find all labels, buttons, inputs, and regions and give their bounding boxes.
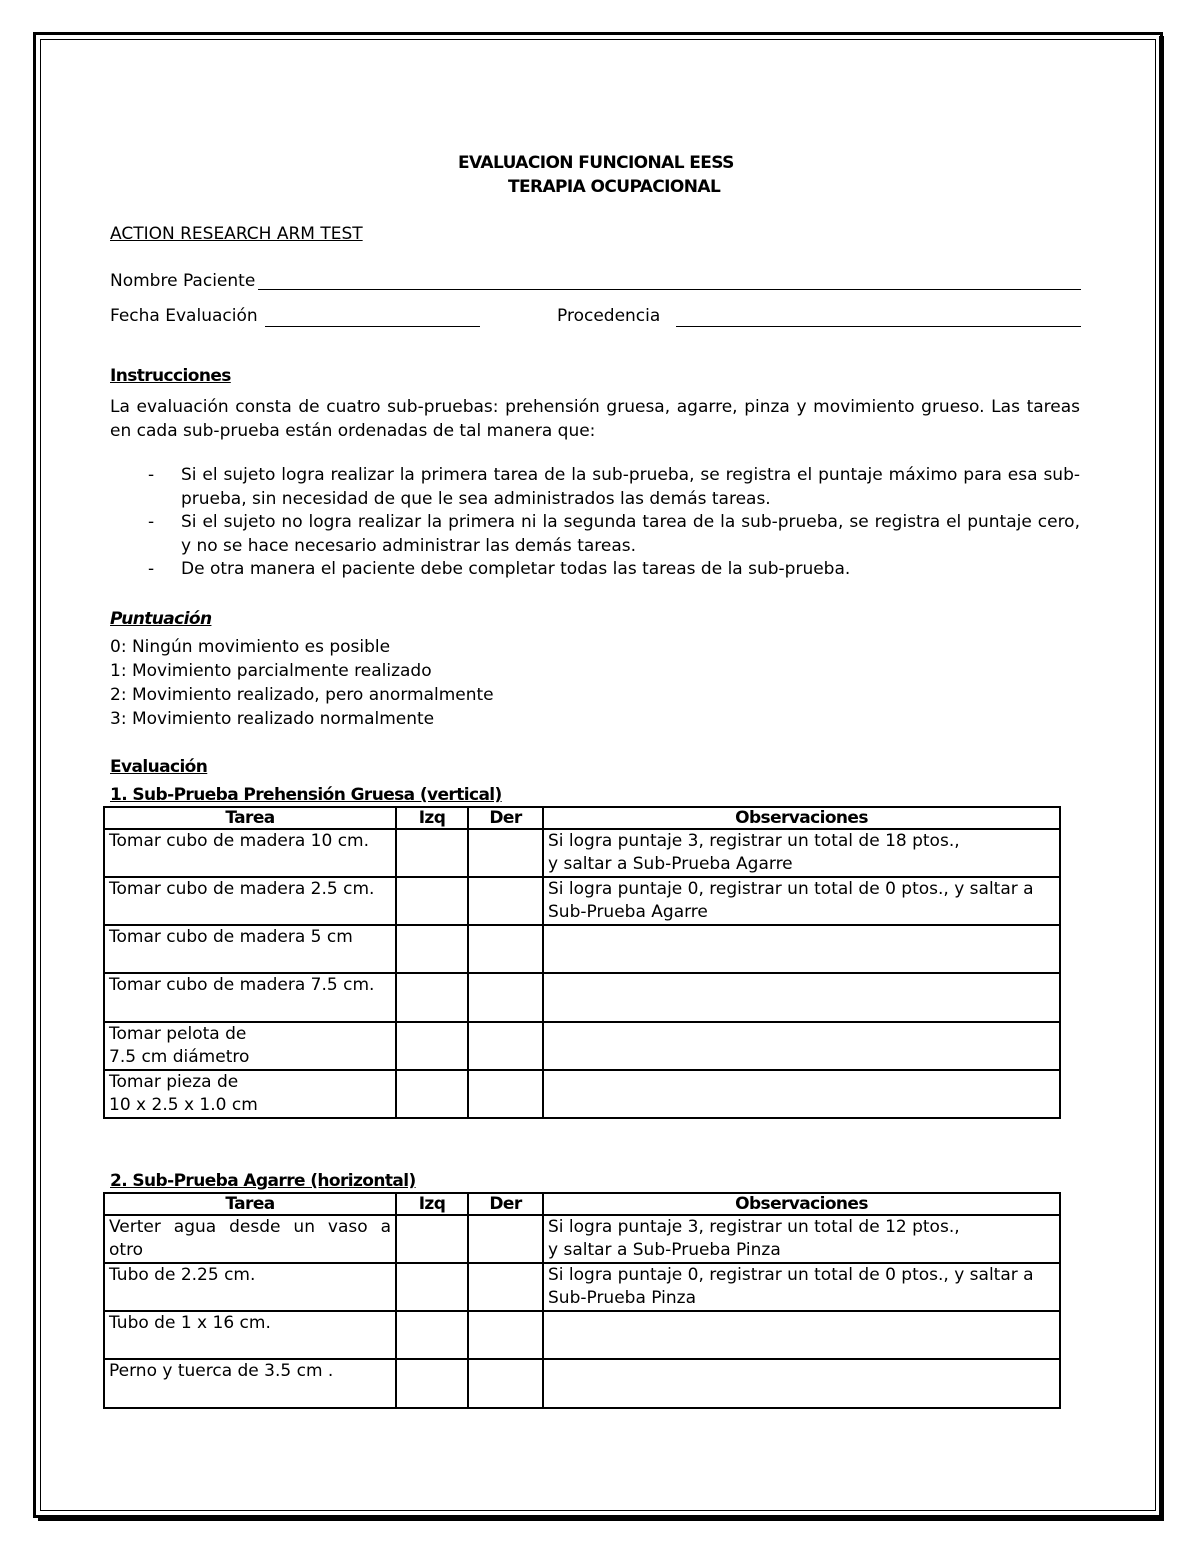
date-label: Fecha Evaluación	[110, 306, 258, 326]
subtest-2-title: 2. Sub-Prueba Agarre (horizontal)	[110, 1171, 416, 1191]
task-cell: Tomar cubo de madera 2.5 cm.	[104, 877, 396, 925]
score-left-cell[interactable]	[396, 925, 468, 973]
notes-cell[interactable]	[543, 1359, 1060, 1408]
score-right-cell[interactable]	[468, 877, 543, 925]
task-cell: Tomar cubo de madera 10 cm.	[104, 829, 396, 877]
task-cell: Tomar cubo de madera 5 cm	[104, 925, 396, 973]
patient-name-field[interactable]	[258, 289, 1081, 290]
scoring-heading: Puntuación	[110, 609, 212, 629]
task-cell: Tomar pelota de 7.5 cm diámetro	[104, 1022, 396, 1070]
subtest-1-title: 1. Sub-Prueba Prehensión Gruesa (vertical)	[110, 785, 502, 805]
table-row	[104, 925, 1060, 973]
task-cell: Verter agua desde un vaso a otro	[104, 1215, 396, 1263]
score-left-cell[interactable]	[396, 1359, 468, 1408]
score-right-cell[interactable]	[468, 1022, 543, 1070]
notes-cell[interactable]	[543, 1311, 1060, 1359]
table-row	[104, 1022, 1060, 1070]
column-header-left: Izq	[396, 807, 468, 829]
scoring-item: 1: Movimiento parcialmente realizado	[110, 661, 432, 681]
task-cell: Perno y tuerca de 3.5 cm .	[104, 1359, 396, 1408]
score-left-cell[interactable]	[396, 829, 468, 877]
subtest-2-table	[103, 1192, 1061, 1409]
evaluation-heading: Evaluación	[110, 757, 208, 777]
column-header-task: Tarea	[104, 1193, 396, 1215]
score-right-cell[interactable]	[468, 1311, 543, 1359]
date-field[interactable]	[265, 326, 480, 327]
table-row	[104, 1263, 1060, 1311]
document-title: EVALUACION FUNCIONAL EESS	[458, 153, 734, 173]
score-right-cell[interactable]	[468, 1359, 543, 1408]
score-left-cell[interactable]	[396, 1070, 468, 1118]
table-row	[104, 1215, 1060, 1263]
table-row	[104, 1070, 1060, 1118]
column-header-task: Tarea	[104, 807, 396, 829]
column-header-left: Izq	[396, 1193, 468, 1215]
score-left-cell[interactable]	[396, 1263, 468, 1311]
instructions-heading: Instrucciones	[110, 366, 231, 386]
notes-cell[interactable]	[543, 1022, 1060, 1070]
notes-cell[interactable]	[543, 1070, 1060, 1118]
score-right-cell[interactable]	[468, 925, 543, 973]
list-item: - Si el sujeto no logra realizar la primera ni la segunda tarea de la sub-prueba, se registra el puntaje cero, y no se hace necesario administrar las demás tareas.	[148, 512, 1080, 556]
table-row	[104, 877, 1060, 925]
instructions-intro: La evaluación consta de cuatro sub-pruebas: prehensión gruesa, agarre, pinza y movimiento grueso. Las tareas en cada sub-prueba están ordenadas de tal manera que:	[110, 397, 1080, 441]
score-left-cell[interactable]	[396, 1022, 468, 1070]
patient-name-label: Nombre Paciente	[110, 271, 256, 291]
score-left-cell[interactable]	[396, 973, 468, 1022]
table-row	[104, 829, 1060, 877]
table-row	[104, 1311, 1060, 1359]
page-border-shadow	[38, 1516, 1164, 1521]
origin-label: Procedencia	[557, 306, 661, 326]
origin-field[interactable]	[676, 326, 1081, 327]
score-right-cell[interactable]	[468, 1215, 543, 1263]
notes-cell[interactable]	[543, 973, 1060, 1022]
task-cell: Tubo de 1 x 16 cm.	[104, 1311, 396, 1359]
notes-cell[interactable]: Si logra puntaje 3, registrar un total de 12 ptos., y saltar a Sub-Prueba Pinza	[543, 1215, 1060, 1263]
column-header-notes: Observaciones	[543, 807, 1060, 829]
task-cell: Tomar cubo de madera 7.5 cm.	[104, 973, 396, 1022]
scoring-item: 2: Movimiento realizado, pero anormalmente	[110, 685, 494, 705]
instructions-list	[110, 464, 1080, 582]
list-item: - Si el sujeto logra realizar la primera tarea de la sub-prueba, se registra el puntaje máximo para esa sub-prueba, sin necesidad de que le sea administrados las demás tareas.	[148, 465, 1080, 509]
score-right-cell[interactable]	[468, 1070, 543, 1118]
notes-cell[interactable]: Si logra puntaje 0, registrar un total de 0 ptos., y saltar a Sub-Prueba Pinza	[543, 1263, 1060, 1311]
table-header-row	[104, 807, 1060, 829]
table-row	[104, 1359, 1060, 1408]
list-item: - De otra manera el paciente debe completar todas las tareas de la sub-prueba.	[148, 559, 851, 579]
subtest-1-table	[103, 806, 1061, 1119]
score-right-cell[interactable]	[468, 973, 543, 1022]
score-left-cell[interactable]	[396, 1215, 468, 1263]
page-border-shadow	[1159, 36, 1164, 1520]
column-header-right: Der	[468, 1193, 543, 1215]
column-header-notes: Observaciones	[543, 1193, 1060, 1215]
scoring-item: 3: Movimiento realizado normalmente	[110, 709, 435, 729]
score-left-cell[interactable]	[396, 877, 468, 925]
scoring-item: 0: Ningún movimiento es posible	[110, 637, 391, 657]
table-row	[104, 973, 1060, 1022]
score-right-cell[interactable]	[468, 1263, 543, 1311]
table-header-row	[104, 1193, 1060, 1215]
column-header-right: Der	[468, 807, 543, 829]
document-subtitle: TERAPIA OCUPACIONAL	[508, 177, 721, 197]
task-cell: Tubo de 2.25 cm.	[104, 1263, 396, 1311]
test-name: ACTION RESEARCH ARM TEST	[110, 224, 363, 244]
notes-cell[interactable]: Si logra puntaje 3, registrar un total de 18 ptos., y saltar a Sub-Prueba Agarre	[543, 829, 1060, 877]
task-cell: Tomar pieza de 10 x 2.5 x 1.0 cm	[104, 1070, 396, 1118]
notes-cell[interactable]	[543, 925, 1060, 973]
score-right-cell[interactable]	[468, 829, 543, 877]
score-left-cell[interactable]	[396, 1311, 468, 1359]
notes-cell[interactable]: Si logra puntaje 0, registrar un total de 0 ptos., y saltar a Sub-Prueba Agarre	[543, 877, 1060, 925]
